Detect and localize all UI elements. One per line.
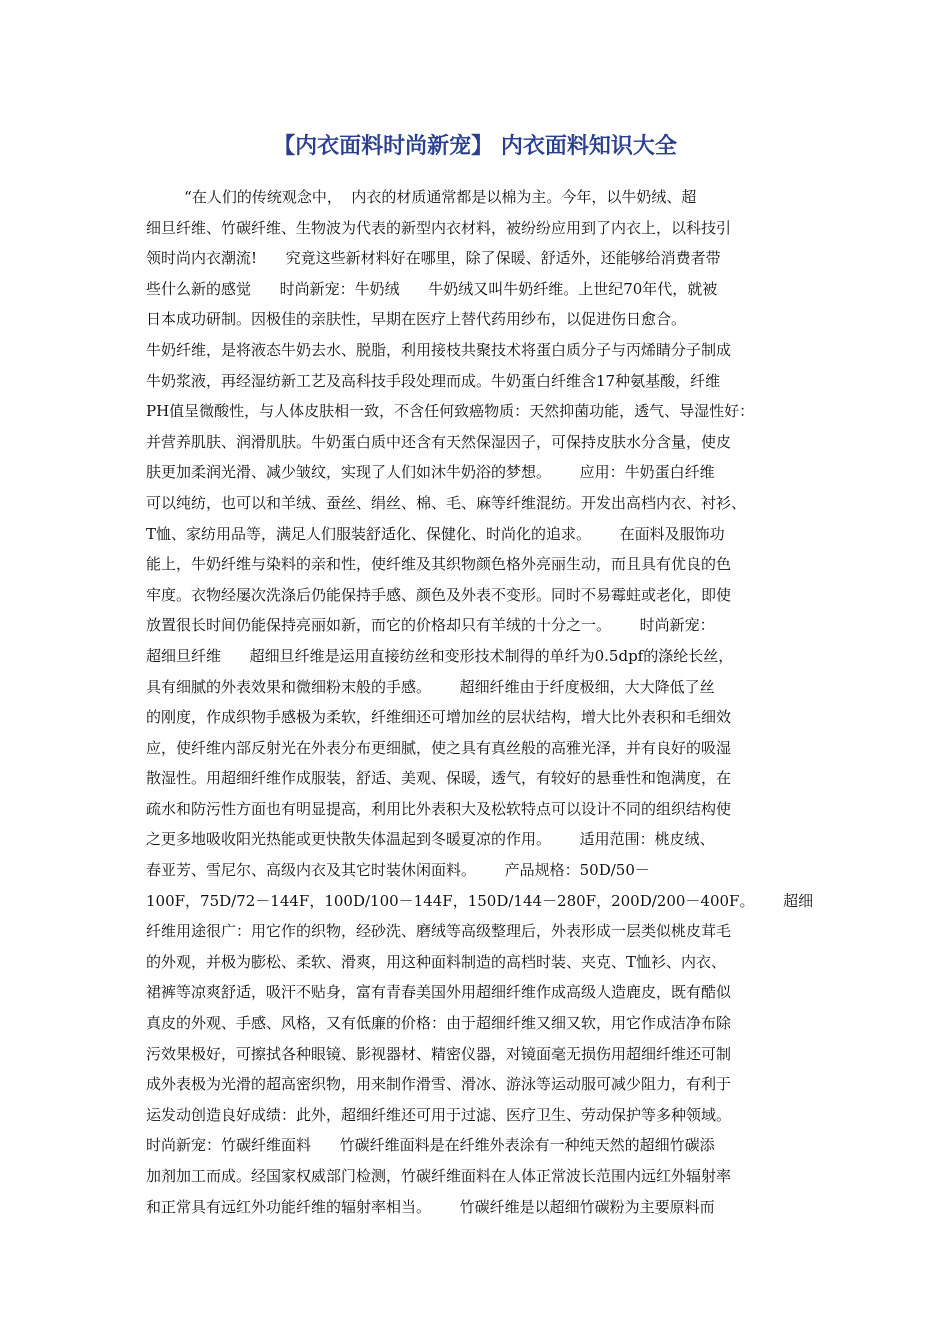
article-body bbox=[146, 182, 826, 1222]
body-text-line: 能上，牛奶纤维与染料的亲和性，使纤维及其织物颜色格外亮丽生动，而且具有优良的色 bbox=[146, 555, 732, 574]
body-text-line: 纤维用途很广：用它作的织物，经砂洗、磨绒等高级整理后，外表形成一层类似桃皮茸毛 bbox=[146, 922, 732, 941]
body-text-line: 超细旦纤维 超细旦纤维是运用直接纺丝和变形技术制得的单纤为0.5dpf的涤纶长丝， bbox=[146, 646, 734, 665]
body-text-line: 牛奶纤维，是将液态牛奶去水、脱脂，利用接枝共聚技术将蛋白质分子与丙烯睛分子制成 bbox=[146, 340, 732, 359]
body-text-line: 运发动创造良好成绩：此外，超细纤维还可用于过滤、医疗卫生、劳动保护等多种领域。 bbox=[146, 1105, 732, 1124]
body-text-line: 之更多地吸收阳光热能或更快散失体温起到冬暖夏凉的作用。 适用范围：桃皮绒、 bbox=[146, 830, 715, 849]
body-text-line: T恤、家纺用品等，满足人们服装舒适化、保健化、时尚化的追求。 在面料及服饰功 bbox=[146, 524, 725, 543]
body-text-line: 领时尚内衣潮流! 究竟这些新材料好在哪里，除了保暖、舒适外，还能够给消费者带 bbox=[146, 249, 721, 268]
body-text-line: “在人们的传统观念中， 内衣的材质通常都是以棉为主。今年，以牛奶绒、超 bbox=[146, 188, 697, 206]
body-text-line: 应，使纤维内部反射光在外表分布更细腻，使之具有真丝般的高雅光泽，并有良好的吸湿 bbox=[146, 738, 732, 757]
page-title: 【内衣面料时尚新宠】 内衣面料知识大全 bbox=[273, 134, 677, 159]
body-text-line: 并营养肌肤、润滑肌肤。牛奶蛋白质中还含有天然保湿因子，可保持皮肤水分含量，使皮 bbox=[146, 432, 732, 451]
body-text-line: 时尚新宠：竹碳纤维面料 竹碳纤维面料是在纤维外表涂有一种纯天然的超细竹碳添 bbox=[146, 1136, 715, 1155]
body-text-line: 牛奶浆液，再经湿纺新工艺及高科技手段处理而成。牛奶蛋白纤维含17种氨基酸，纤维 bbox=[146, 371, 721, 390]
body-text-line: 细旦纤维、竹碳纤维、生物波为代表的新型内衣材料，被纷纷应用到了内衣上，以科技引 bbox=[146, 218, 732, 237]
body-text-line: 可以纯纺，也可以和羊绒、蚕丝、绢丝、棉、毛、麻等纤维混纺。开发出高档内衣、衬衫、 bbox=[146, 493, 747, 512]
body-text-line: 散湿性。用超细纤维作成服装，舒适、美观、保暖，透气，有较好的悬垂性和饱满度，在 bbox=[146, 769, 732, 788]
body-text-line: 成外表极为光滑的超高密织物，用来制作滑雪、滑冰、游泳等运动服可减少阻力，有利于 bbox=[146, 1075, 732, 1094]
body-text-line: 肤更加柔润光滑、减少皱纹，实现了人们如沐牛奶浴的梦想。 应用：牛奶蛋白纤维 bbox=[146, 463, 715, 482]
body-text-line: 牢度。衣物经屡次洗涤后仍能保持手感、颜色及外表不变形。同时不易霉蛀或老化，即使 bbox=[146, 585, 732, 604]
body-text-line: 真皮的外观、手感、风格，又有低廉的价格：由于超细纤维又细又软，用它作成洁净布除 bbox=[146, 1014, 732, 1033]
body-text-line: PH值呈微酸性，与人体皮肤相一致，不含任何致癌物质：天然抑菌功能，透气、导湿性好： bbox=[146, 402, 755, 421]
body-text-line: 的外观，并极为膨松、柔软、滑爽，用这种面料制造的高档时装、夹克、T恤衫、内衣、 bbox=[146, 952, 727, 971]
body-text-line: 春亚芳、雪尼尔、高级内衣及其它时装休闲面料。 产品规格：50D/50－ bbox=[146, 861, 650, 880]
body-text-line: 具有细腻的外表效果和微细粉末般的手感。 超细纤维由于纤度极细，大大降低了丝 bbox=[146, 677, 715, 696]
body-text-line: 的刚度，作成织物手感极为柔软，纤维细还可增加丝的层状结构，增大比外表积和毛细效 bbox=[146, 708, 732, 727]
body-text-line: 日本成功研制。因极佳的亲肤性，早期在医疗上替代药用纱布，以促进伤日愈合。 bbox=[146, 310, 687, 329]
body-text-line: 疏水和防污性方面也有明显提高，利用比外表积大及松软特点可以设计不同的组织结构使 bbox=[146, 799, 732, 818]
body-text-line: 裙裤等凉爽舒适，吸汗不贴身，富有青春美国外用超细纤维作成高级人造鹿皮，既有酷似 bbox=[146, 983, 732, 1002]
body-text-line: 和正常具有远红外功能纤维的辐射率相当。 竹碳纤维是以超细竹碳粉为主要原料而 bbox=[146, 1197, 715, 1216]
body-text-line: 加剂加工而成。经国家权威部门检测，竹碳纤维面料在人体正常波长范围内远红外辐射率 bbox=[146, 1167, 732, 1185]
body-text-line: 污效果极好，可擦拭各种眼镜、影视器材、精密仪器，对镜面毫无损伤用超细纤维还可制 bbox=[146, 1044, 732, 1063]
body-text-line: 放置很长时间仍能保持亮丽如新，而它的价格却只有羊绒的十分之一。 时尚新宠： bbox=[146, 616, 715, 635]
body-text-line: 100F，75D/72－144F，100D/100－144F，150D/144－280F，200D/200－400F。 超细 bbox=[146, 891, 814, 910]
body-text-line: 些什么新的感觉 时尚新宠：牛奶绒 牛奶绒又叫牛奶纤维。上世纪70年代，就被 bbox=[146, 279, 718, 298]
